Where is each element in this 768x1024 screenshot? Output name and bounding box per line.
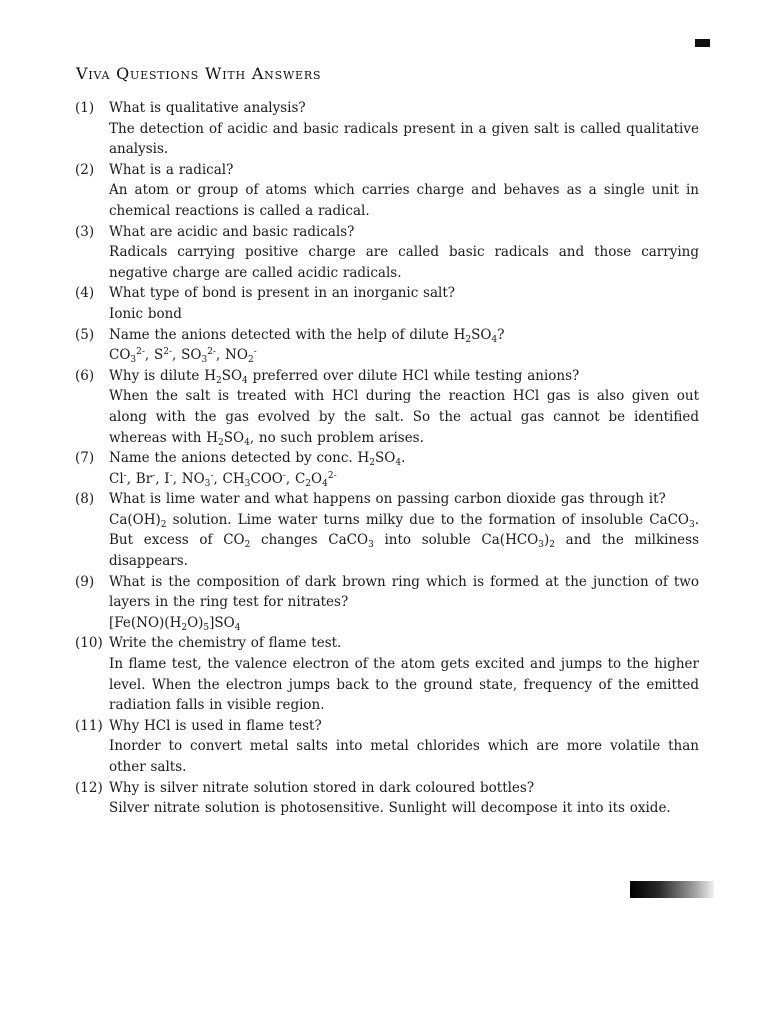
question-number: (7) <box>75 450 95 467</box>
footer-gradient-bar <box>630 881 714 898</box>
answer-text: Cl-, Br-, I-, $NO_3^-$, $CH_3COO^-$, $C_2O_4^{2-}$ <box>109 470 337 489</box>
answer-text: The detection of acidic and basic radicals present in a given salt is called qualitative analysis. <box>109 120 699 158</box>
qa-item <box>75 325 699 366</box>
answer-text: Ionic bond <box>109 305 182 322</box>
question-text: What is lime water and what happens on passing carbon dioxide gas through it? <box>109 491 666 508</box>
question-text: What are acidic and basic radicals? <box>109 223 355 240</box>
qa-list <box>75 98 699 819</box>
question-number: (9) <box>75 573 95 590</box>
question-text: What is qualitative analysis? <box>109 100 306 116</box>
answer-text: Radicals carrying positive charge are called basic radicals and those carrying negative charge are called acidic radicals. <box>109 244 699 281</box>
answer-text: $Ca(OH)_2$ solution. Lime water turns milky due to the formation of insoluble CaCO$_3$. But excess of $CO_2$ changes CaCO$_3$ into soluble $Ca(HCO_3)_2$ and the milkiness disappears. <box>109 511 700 570</box>
answer-text: An atom or group of atoms which carries charge and behaves as a single unit in chemical reactions is called a radical. <box>109 182 699 219</box>
question-number: (3) <box>75 223 95 240</box>
question-text: Name the anions detected with the help of dilute $H_2SO_4$? <box>109 326 505 345</box>
page-title: Viva Questions With Answers <box>76 64 322 83</box>
question-number: (11) <box>75 717 103 734</box>
answer-text: When the salt is treated with HCl during the reaction HCl gas is also given out along with the gas evolved by the salt. So the actual gas cannot be identified whereas with $H_2SO_4$, no such problem arises. <box>109 388 699 448</box>
question-number: (4) <box>75 285 95 302</box>
qa-item <box>75 366 699 448</box>
qa-item <box>75 716 699 778</box>
question-text: What type of bond is present in an inorganic salt? <box>109 285 456 302</box>
question-text: Name the anions detected by conc. $H_2SO_4$. <box>109 450 406 469</box>
qa-item <box>75 778 699 819</box>
qa-item <box>75 489 699 571</box>
answer-text: In flame test, the valence electron of the atom gets excited and jumps to the higher level. When the electron jumps back to the ground state, frequency of the emitted radiation falls in visible region. <box>109 656 699 714</box>
question-number: (1) <box>75 100 95 116</box>
question-number: (5) <box>75 326 95 343</box>
question-number: (2) <box>75 161 95 178</box>
question-text: What is the composition of dark brown ring which is formed at the junction of two layers in the ring test for nitrates? <box>109 573 699 611</box>
qa-item <box>75 633 699 715</box>
qa-item <box>75 572 699 634</box>
question-text: Why is dilute $H_2SO_4$ preferred over dilute HCl while testing anions? <box>109 367 580 386</box>
answer-text: $[Fe(NO)(H_2O)_5]SO_4$ <box>109 614 241 633</box>
question-number: (8) <box>75 491 95 508</box>
question-number: (6) <box>75 367 95 384</box>
answer-text: Inorder to convert metal salts into metal chlorides which are more volatile than other salts. <box>109 738 699 775</box>
question-text: Write the chemistry of flame test. <box>109 635 342 652</box>
corner-marker <box>695 39 710 47</box>
question-text: Why HCl is used in flame test? <box>109 717 322 734</box>
question-number: (12) <box>75 779 103 796</box>
qa-item <box>75 448 699 489</box>
qa-item <box>75 160 699 222</box>
qa-item <box>75 283 699 324</box>
answer-text: $CO_3^{2-}$, $S^{2-}$, $SO_3^{2-}$, $NO_2^-$ <box>109 347 257 366</box>
question-text: What is a radical? <box>109 161 234 178</box>
qa-item <box>75 98 699 160</box>
question-number: (10) <box>75 635 103 652</box>
qa-item <box>75 222 699 284</box>
answer-text: Silver nitrate solution is photosensitive. Sunlight will decompose it into its oxide. <box>109 800 671 817</box>
question-text: Why is silver nitrate solution stored in dark coloured bottles? <box>109 779 535 796</box>
